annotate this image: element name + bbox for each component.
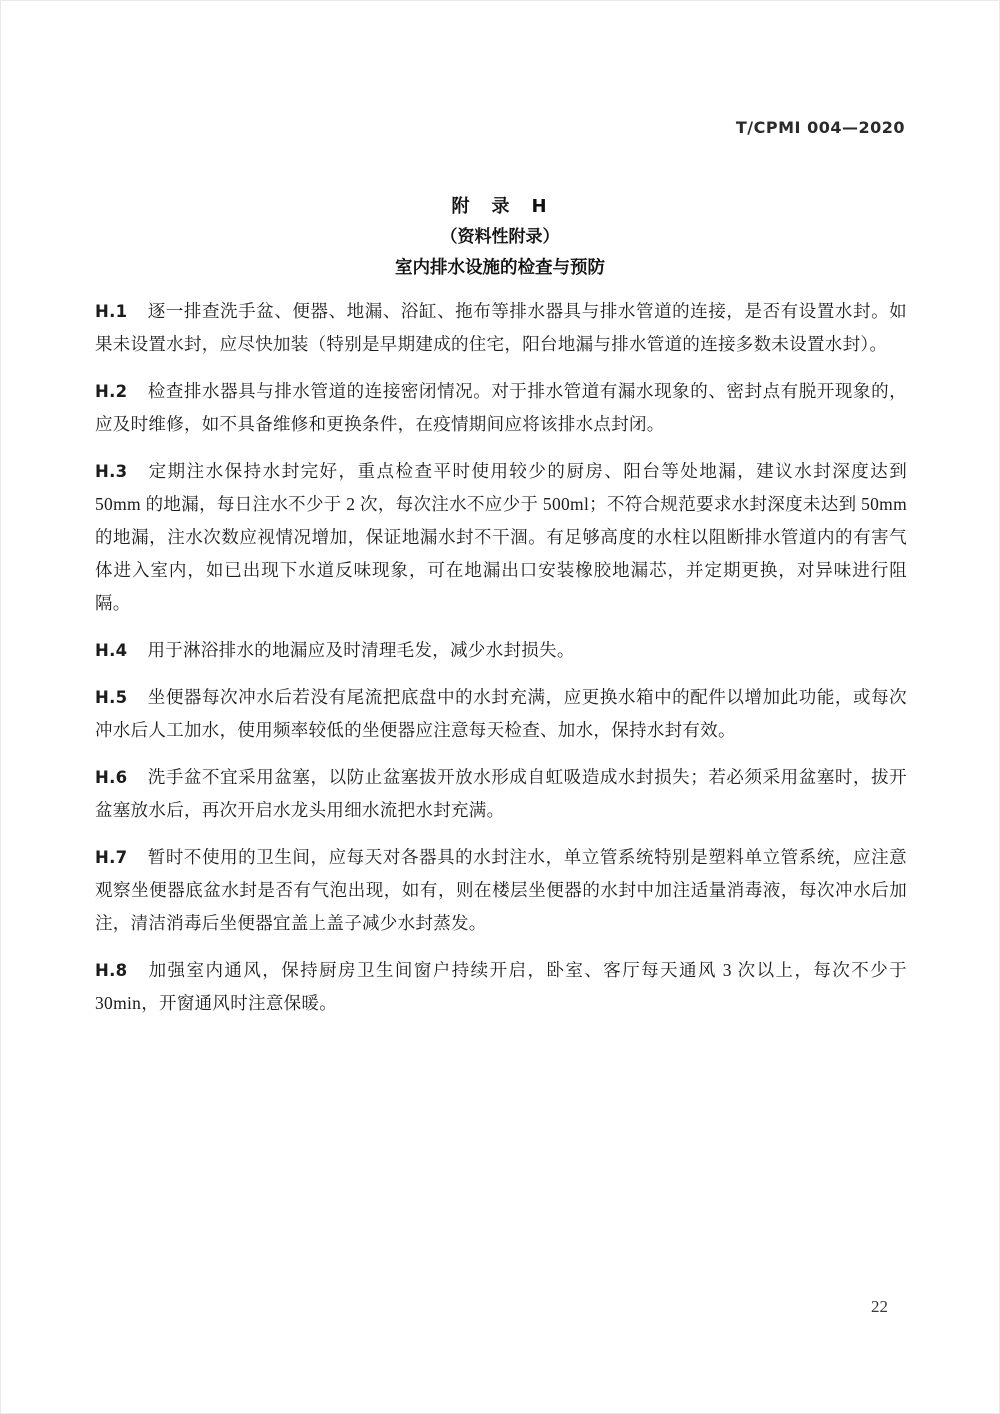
clause-h8-label: H.8 <box>95 961 128 980</box>
clause-h3 <box>95 455 907 620</box>
clause-h5-label: H.5 <box>95 688 128 707</box>
clause-h7 <box>95 841 907 940</box>
clause-h2 <box>95 375 907 441</box>
appendix-subtitle: （资料性附录） <box>440 227 560 246</box>
clause-h3-label: H.3 <box>95 462 128 481</box>
appendix-heading: 室内排水设施的检查与预防 <box>395 257 605 277</box>
clause-h4-label: H.4 <box>95 641 128 660</box>
clause-h8 <box>95 954 907 1020</box>
clause-h7-label: H.7 <box>95 848 128 867</box>
clause-h4-text: 用于淋浴排水的地漏应及时清理毛发，减少水封损失。 <box>147 640 575 660</box>
clause-h2-label: H.2 <box>95 382 128 401</box>
clause-h1-label: H.1 <box>95 302 128 321</box>
clause-h5 <box>95 681 907 747</box>
clause-h8-text: 加强室内通风，保持厨房卫生间窗户持续开启，卧室、客厅每天通风 3 次以上，每次不少于 30min，开窗通风时注意保暖。 <box>95 960 907 1013</box>
clause-h4 <box>95 634 907 667</box>
appendix-title: 附 录 H <box>451 196 549 217</box>
appendix-title-block <box>0 192 1000 282</box>
clause-h6-label: H.6 <box>95 768 128 787</box>
clause-h5-text: 坐便器每次冲水后若没有尾流把底盘中的水封充满，应更换水箱中的配件以增加此功能，或每次冲水后人工加水，使用频率较低的坐便器应注意每天检查、加水，保持水封有效。 <box>95 687 907 740</box>
standard-reference: T/CPMI 004—2020 <box>735 118 905 137</box>
clause-h7-text: 暂时不使用的卫生间，应每天对各器具的水封注水，单立管系统特别是塑料单立管系统，应注意观察坐便器底盆水封是否有气泡出现，如有，则在楼层坐便器的水封中加注适量消毒液，每次冲水后加注，清洁消毒后坐便器宜盖上盖子减少水封蒸发。 <box>95 847 907 933</box>
clause-h2-text: 检查排水器具与排水管道的连接密闭情况。对于排水管道有漏水现象的、密封点有脱开现象的，应及时维修，如不具备维修和更换条件，在疫情期间应将该排水点封闭。 <box>95 381 907 434</box>
clause-h6-text: 洗手盆不宜采用盆塞，以防止盆塞拔开放水形成自虹吸造成水封损失；若必须采用盆塞时，拔开盆塞放水后，再次开启水龙头用细水流把水封充满。 <box>95 767 907 820</box>
clause-h1-text: 逐一排查洗手盆、便器、地漏、浴缸、拖布等排水器具与排水管道的连接，是否有设置水封。如果未设置水封，应尽快加装（特别是早期建成的住宅，阳台地漏与排水管道的连接多数未设置水封）。 <box>95 301 907 354</box>
appendix-body <box>95 295 907 1034</box>
clause-h6 <box>95 761 907 827</box>
clause-h1 <box>95 295 907 361</box>
clause-h3-text: 定期注水保持水封完好，重点检查平时使用较少的厨房、阳台等处地漏，建议水封深度达到 50mm 的地漏，每日注水不少于 2 次，每次注水不应少于 500ml；不符合规范要求水封深度未达到 50mm的地漏，注水次数应视情况增加，保证地漏水封不干涸。有足够高度的水柱以阻断排水管道内的有害气体进入室内，如已出现下水道反味现象，可在地漏出口安装橡胶地漏芯，并定期更换，对异味进行阻隔。 <box>95 461 907 613</box>
page-number: 22 <box>871 1297 888 1316</box>
